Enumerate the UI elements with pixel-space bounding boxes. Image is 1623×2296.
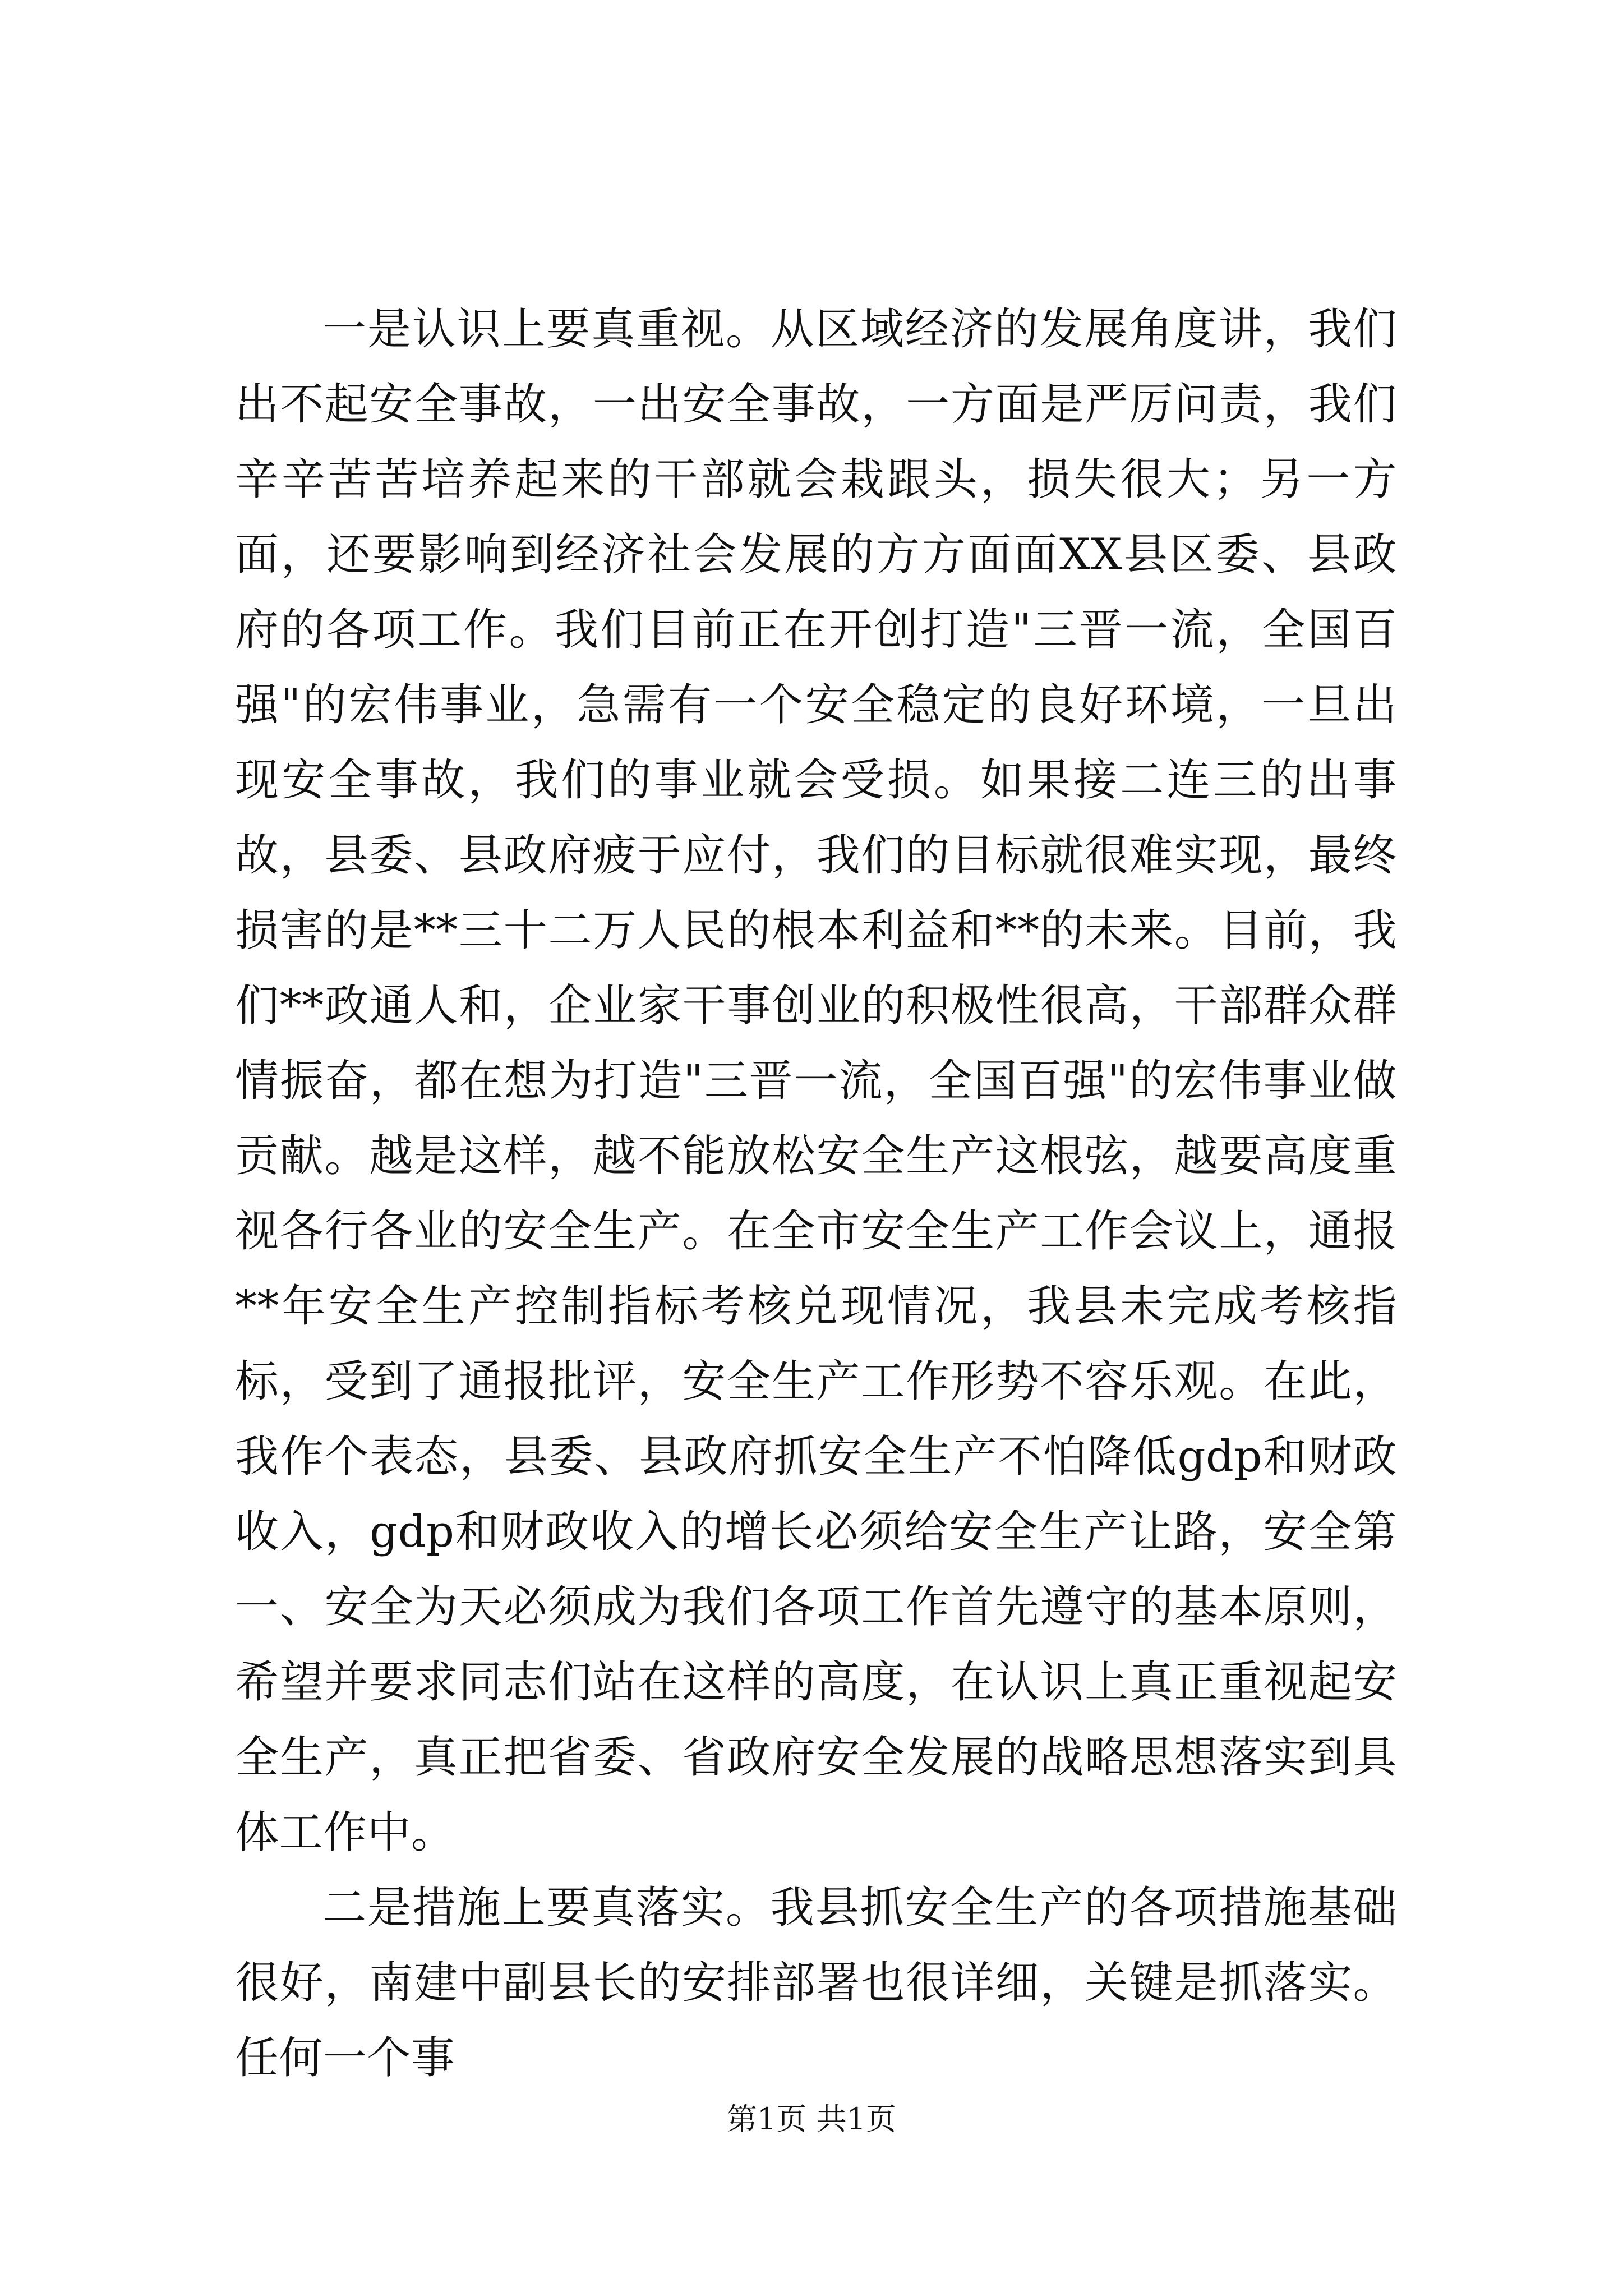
page-footer: 第1页 共1页 [727, 2101, 896, 2137]
document-body [235, 292, 1397, 2096]
paragraph-1: 一是认识上要真重视。从区域经济的发展角度讲，我们出不起安全事故，一出安全事故，一方面是严厉问责，我们辛辛苦苦培养起来的干部就会栽跟头，损失很大；另一方面，还要影响到经济社会发展的方方面面XX县区委、县政府的各项工作。我们目前正在开创打造"三晋一流，全国百强"的宏伟事业，急需有一个安全稳定的良好环境，一旦出现安全事故，我们的事业就会受损。如果接二连三的出事故，县委、县政府疲于应付，我们的目标就很难实现，最终损害的是**三十二万人民的根本利益和**的未来。目前，我们**政通人和，企业家干事创业的积极性很高，干部群众群情振奋，都在想为打造"三晋一流，全国百强"的宏伟事业做贡献。越是这样，越不能放松安全生产这根弦，越要高度重视各行各业的安全生产。在全市安全生产工作会议上，通报**年安全生产控制指标考核兑现情况，我县未完成考核指标，受到了通报批评，安全生产工作形势不容乐观。在此，我作个表态，县委、县政府抓安全生产不怕降低gdp和财政收入，gdp和财政收入的增长必须给安全生产让路，安全第一、安全为天必须成为我们各项工作首先遵守的基本原则，希望并要求同志们站在这样的高度，在认识上真正重视起安全生产，真正把省委、省政府安全发展的战略思想落实到具体工作中。 [235, 304, 1397, 1858]
paragraph-2: 二是措施上要真落实。我县抓安全生产的各项措施基础很好，南建中副县长的安排部署也很详细，关键是抓落实。任何一个事 [235, 1883, 1397, 2083]
